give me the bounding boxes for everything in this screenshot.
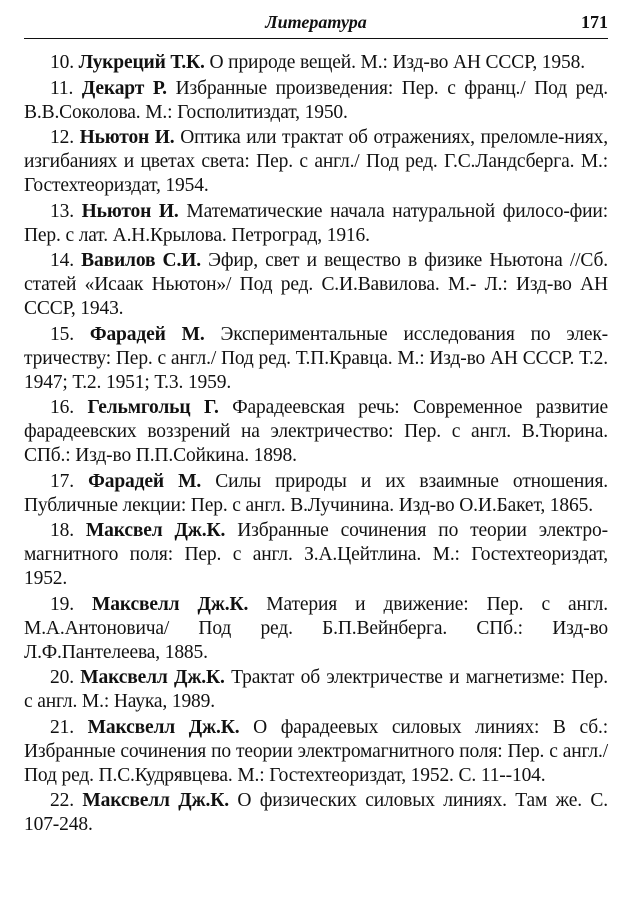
- reference-item: [24, 249, 608, 321]
- reference-number: 10.: [50, 52, 74, 73]
- reference-text: Математические начала натуральной филосо-фии: Пер. с лат. А.Н.Крылова. Петроград, 1916.: [24, 200, 608, 246]
- running-header: [24, 8, 608, 39]
- reference-number: 17.: [50, 470, 74, 492]
- reference-item: [24, 666, 608, 714]
- reference-number: 22.: [50, 790, 74, 811]
- reference-text: Фарадеевская речь: Современное развитие фарадеевских воззрений на электричество: Пер. с англ. В.Тюрина. СПб.: Изд-во П.П.Сойкина. 1898.: [24, 397, 608, 466]
- reference-number: 15.: [50, 323, 74, 345]
- reference-item: [24, 126, 608, 198]
- reference-number: 20.: [50, 667, 74, 688]
- reference-item: [24, 519, 608, 591]
- reference-number: 13.: [50, 200, 74, 222]
- reference-author: Максвелл Дж.К.: [92, 593, 249, 615]
- section-title: Литература: [265, 12, 367, 32]
- reference-author: Лукреций Т.К.: [78, 52, 205, 73]
- reference-author: Максвелл Дж.К.: [87, 716, 240, 738]
- reference-author: Максвел Дж.К.: [85, 520, 226, 541]
- reference-author: Гельмгольц Г.: [87, 397, 219, 418]
- reference-item: [24, 200, 608, 248]
- reference-author: Максвелл Дж.К.: [80, 667, 225, 688]
- reference-number: 18.: [50, 520, 74, 541]
- reference-text: О физических силовых линиях. Там же. С. 107-248.: [24, 790, 608, 835]
- reference-list: [24, 51, 608, 837]
- reference-item: [24, 789, 608, 837]
- reference-number: 19.: [50, 593, 74, 615]
- reference-item: [24, 593, 608, 665]
- reference-author: Фарадей М.: [88, 470, 202, 492]
- reference-number: 12.: [50, 127, 74, 148]
- reference-item: [24, 323, 608, 395]
- reference-author: Ньютон И.: [79, 127, 175, 148]
- reference-number: 14.: [50, 250, 74, 271]
- reference-text: Избранные произведения: Пер. с франц./ Под ред. В.В.Соколова. М.: Госполитиздат, 1950.: [24, 77, 608, 123]
- reference-number: 11.: [50, 77, 74, 99]
- reference-author: Декарт Р.: [81, 77, 167, 99]
- page-number: 171: [581, 12, 608, 32]
- reference-text: О природе вещей. М.: Изд-во АН СССР, 1958.: [209, 52, 585, 73]
- reference-text: Силы природы и их взаимные отношения. Публичные лекции: Пер. с англ. В.Лучинина. Изд-во О.И.Бакет, 1865.: [24, 470, 608, 516]
- reference-item: [24, 396, 608, 468]
- reference-text: Избранные сочинения по теории электро-магнитного поля: Пер. с англ. З.А.Цейтлина. М.: Гостехтеориздат, 1952.: [24, 520, 608, 589]
- reference-author: Фарадей М.: [89, 323, 205, 345]
- reference-text: Эфир, свет и вещество в физике Ньютона //Сб. статей «Исаак Ньютон»/ Под ред. С.И.Вавилова. М.- Л.: Изд-во АН СССР, 1943.: [24, 250, 608, 319]
- reference-text: Экспериментальные исследования по элек-тричеству: Пер. с англ./ Под ред. Т.П.Кравца. М.: Изд-во АН СССР. Т.2. 1947; Т.2. 1951; Т.3. 1959.: [24, 323, 608, 393]
- reference-author: Ньютон И.: [81, 200, 179, 222]
- reference-item: [24, 716, 608, 788]
- reference-item: [24, 51, 608, 75]
- reference-number: 16.: [50, 397, 74, 418]
- reference-item: [24, 470, 608, 518]
- book-page: [24, 0, 608, 900]
- reference-number: 21.: [50, 716, 74, 738]
- reference-text: Оптика или трактат об отражениях, преломле-ниях, изгибаниях и цветах света: Пер. с англ./ Под ред. Г.С.Ландсберга. М.: Гостехтеориздат, 1954.: [24, 127, 609, 196]
- reference-item: [24, 77, 608, 125]
- reference-author: Вавилов С.И.: [81, 250, 201, 271]
- reference-text: О фарадеевых силовых линиях: В сб.: Избранные сочинения по теории электромагнитного поля: Пер. с англ./ Под ред. П.С.Кудрявцева. М.: Гостехтеориздат, 1952. С. 11--104.: [24, 716, 608, 786]
- reference-author: Максвелл Дж.К.: [82, 790, 229, 811]
- reference-text: Трактат об электричестве и магнетизме: Пер. с англ. М.: Наука, 1989.: [24, 667, 608, 712]
- reference-text: Материя и движение: Пер. с англ. М.А.Антоновича/ Под ред. Б.П.Вейнберга. СПб.: Изд-во Л.Ф.Пантелеева, 1885.: [24, 593, 608, 663]
